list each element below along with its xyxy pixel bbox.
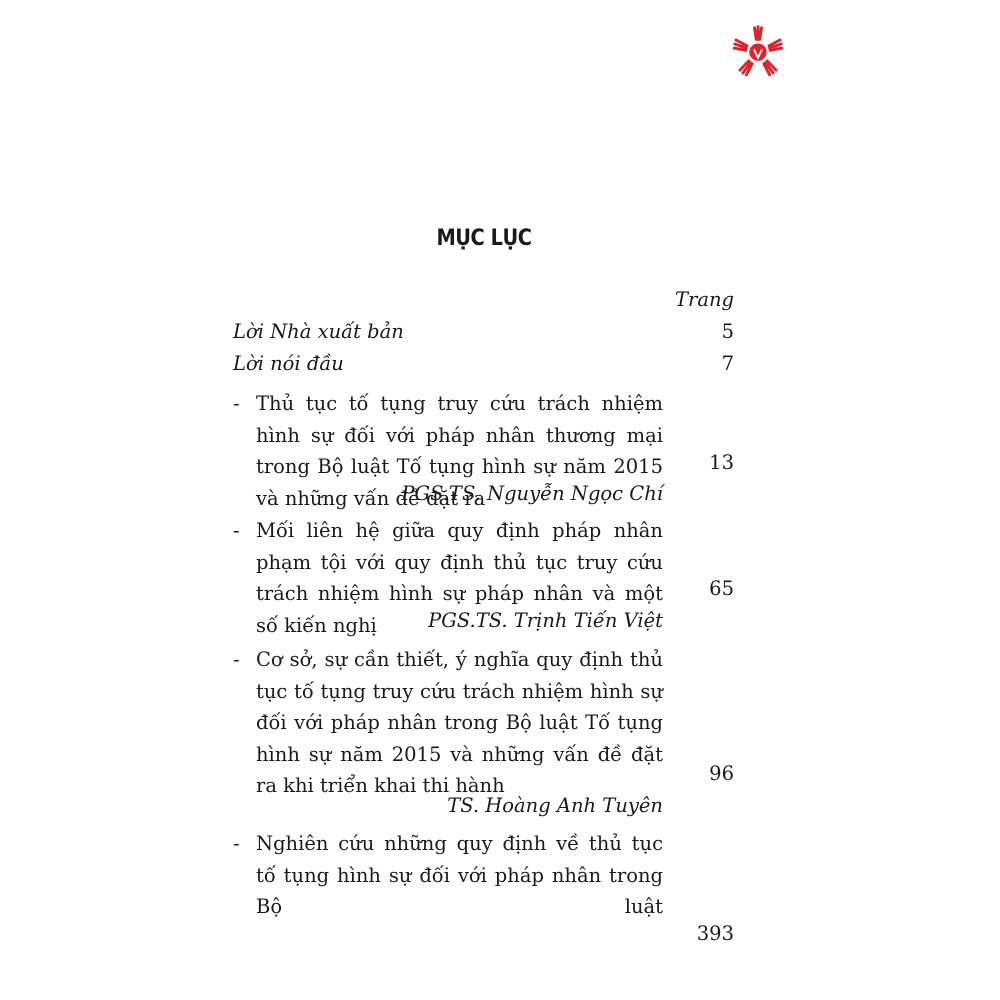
toc-item-page: 5 (721, 320, 734, 343)
toc-article-author: PGS.TS. Nguyễn Ngọc Chí (401, 482, 663, 505)
toc-front-matter-item[interactable] (233, 320, 734, 343)
toc-article-page: 13 (709, 451, 734, 474)
list-dash: - (233, 648, 240, 671)
page-column-label: Trang (675, 288, 734, 311)
toc-article-title: Thủ tục tố tụng truy cứu trách nhiệm hình sự đối với pháp nhân thương mại trong Bộ luật Tố tụng hình sự năm 2015 và những vấn đề đặt ra (256, 392, 663, 510)
toc-item-label: Lời Nhà xuất bản (233, 320, 404, 343)
toc-article-title: Mối liên hệ giữa quy định pháp nhân phạm tội với quy định thủ tục truy cứu trách nhiệm hình sự pháp nhân và một số kiến nghị (256, 519, 663, 637)
list-dash: - (233, 832, 240, 855)
star-logo-icon (729, 22, 787, 80)
toc-article-author: PGS.TS. Trịnh Tiến Việt (428, 609, 663, 632)
toc-article-page: 96 (709, 762, 734, 785)
toc-article-title: Nghiên cứu những quy định về thủ tục tố tụng hình sự đối với pháp nhân trong Bộ luật (256, 832, 663, 918)
toc-article-entry[interactable] (233, 644, 663, 802)
toc-item-page: 7 (721, 352, 734, 375)
toc-front-matter-item[interactable] (233, 352, 734, 375)
page-number: 393 (696, 922, 734, 945)
toc-item-label: Lời nói đầu (233, 352, 344, 375)
toc-article-entry[interactable] (233, 828, 663, 923)
toc-title: MỤC LỤC (436, 226, 532, 251)
toc-article-author: TS. Hoàng Anh Tuyên (447, 794, 663, 817)
list-dash: - (233, 392, 240, 415)
list-dash: - (233, 519, 240, 542)
toc-article-title: Cơ sở, sự cần thiết, ý nghĩa quy định thủ tục tố tụng truy cứu trách nhiệm hình sự đối với pháp nhân trong Bộ luật Tố tụng hình sự năm 2015 và những vấn đề đặt ra khi triển khai thi hành (256, 648, 663, 797)
toc-article-page: 65 (709, 577, 734, 600)
